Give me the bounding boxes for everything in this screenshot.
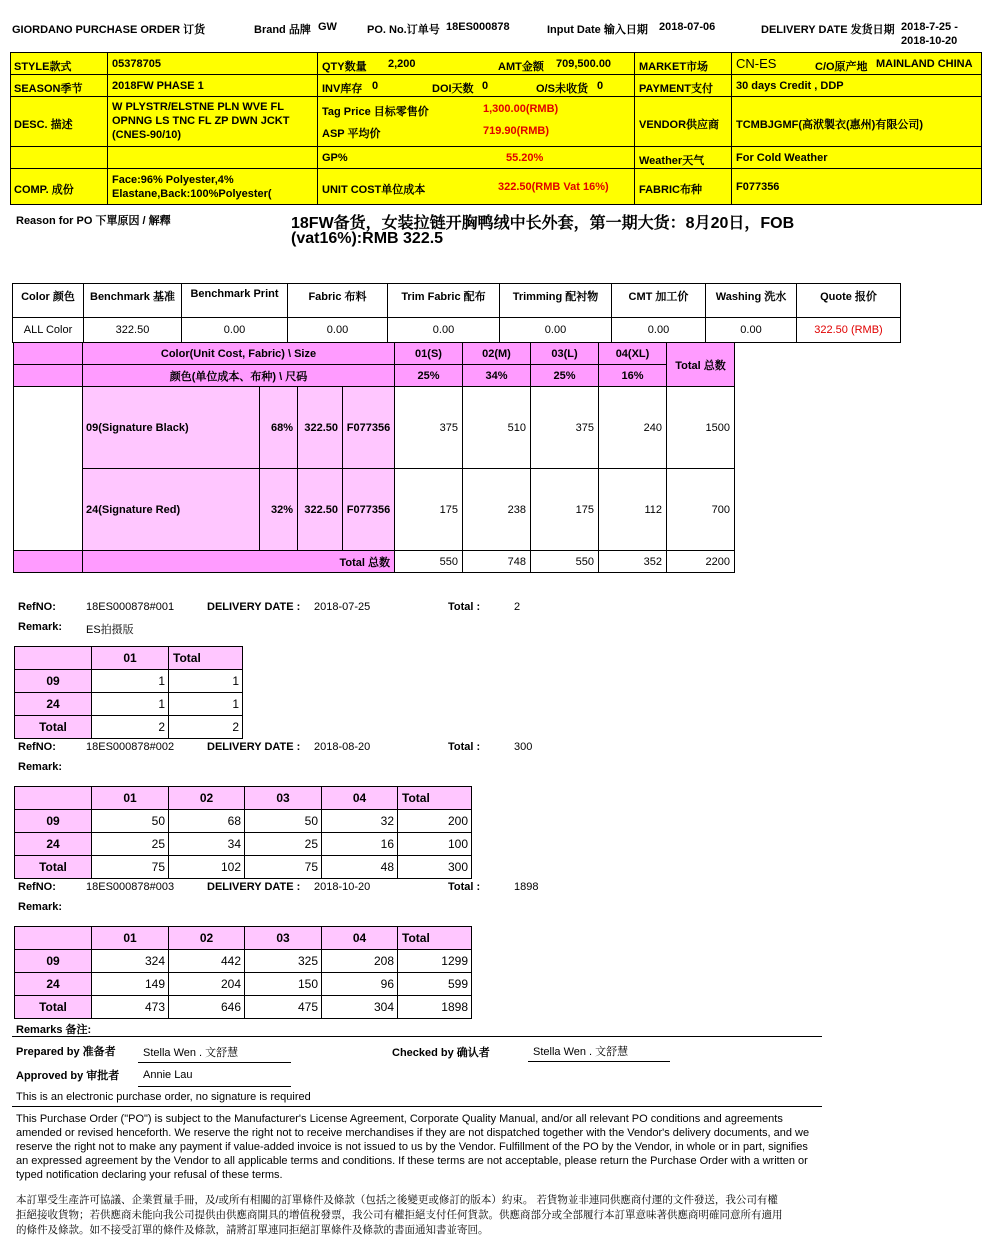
qty-cell: 208 — [322, 950, 398, 973]
delivery-date-label: DELIVERY DATE : — [207, 601, 301, 613]
qty-cell: 1 — [169, 693, 243, 716]
season-value: 2018FW PHASE 1 — [112, 80, 204, 92]
delivery-total-value: 2 — [514, 601, 521, 613]
column-header: 02 — [169, 927, 245, 950]
cost-header-row — [13, 284, 901, 318]
vendor-label: VENDOR供应商 — [639, 119, 720, 131]
column-header: 01 — [92, 927, 169, 950]
description-label: DESC. 描述 — [14, 119, 73, 131]
delivery-total-label: Total : — [448, 881, 481, 893]
size-ratio-01: 25% — [395, 365, 463, 387]
table-row — [15, 670, 243, 693]
matrix-percent: 32% — [260, 469, 298, 551]
cost-header-cmt: CMT 加工价 — [612, 284, 706, 318]
input-date-label: Input Date 输入日期 — [547, 24, 648, 36]
delivery-date-value: 2018-07-25 — [314, 601, 371, 613]
qty-cell: 1 — [92, 693, 169, 716]
electronic-note: This is an electronic purchase order, no signature is required — [16, 1091, 311, 1103]
qty-cell: 2 — [92, 716, 169, 739]
row-color: 24 — [15, 973, 92, 996]
row-color: Total — [15, 716, 92, 739]
table-row — [15, 996, 472, 1019]
terms-line: 本訂單受生產許可協議、企業質量手冊，及/或所有相關的訂單條件及條款（包括之後變更或修訂的版本）約束。 若貨物並非連同供應商付運的文件發送，我公司有權 — [16, 1194, 778, 1206]
qty-cell: 324 — [92, 950, 169, 973]
matrix-qty: 175 — [531, 469, 599, 551]
table-row — [15, 810, 472, 833]
qty-cell: 102 — [169, 856, 245, 879]
cost-value-trimming: 0.00 — [500, 318, 612, 343]
qty-cell: 473 — [92, 996, 169, 1019]
reason-line-2: (vat16%):RMB 322.5 — [291, 230, 444, 247]
refno-label: RefNO: — [18, 601, 56, 613]
matrix-column-total: 352 — [599, 551, 667, 573]
description-line-1: W PLYSTR/ELSTNE PLN WVE FL — [112, 101, 284, 113]
cost-header-benchmark-print: Benchmark Print — [182, 284, 288, 318]
qty-cell: 48 — [322, 856, 398, 879]
cost-header-trimming: Trimming 配衬物 — [500, 284, 612, 318]
matrix-unit-cost: 322.50 — [298, 469, 343, 551]
cost-header-quote: Quote 报价 — [797, 284, 901, 318]
matrix-total-row — [14, 551, 735, 573]
qty-cell: 75 — [92, 856, 169, 879]
column-header: 04 — [322, 927, 398, 950]
row-color: 09 — [15, 810, 92, 833]
remark-value: ES拍摄版 — [86, 624, 134, 636]
cost-value-trim-fabric: 0.00 — [388, 318, 500, 343]
delivery-table — [14, 646, 243, 739]
delivery-date-value: 2018-10-20 — [314, 881, 371, 893]
table-row — [15, 950, 472, 973]
matrix-column-total: 550 — [395, 551, 463, 573]
cost-value-benchmark: 322.50 — [84, 318, 182, 343]
cost-header-trim-fabric: Trim Fabric 配布 — [388, 284, 500, 318]
description-line-3: (CNES-90/10) — [112, 129, 182, 141]
refno-label: RefNO: — [18, 881, 56, 893]
style-label: STYLE款式 — [14, 61, 72, 73]
fabric-value: F077356 — [736, 181, 780, 193]
qty-cell: 25 — [92, 833, 169, 856]
market-value: CN-ES — [736, 56, 777, 71]
matrix-qty: 240 — [599, 387, 667, 469]
matrix-qty: 510 — [463, 387, 531, 469]
row-color: 09 — [15, 670, 92, 693]
cost-breakdown-table — [12, 283, 901, 343]
row-color: 09 — [15, 950, 92, 973]
qty-cell: 150 — [245, 973, 322, 996]
qty-cell: 1 — [169, 670, 243, 693]
delivery-total-label: Total : — [448, 601, 481, 613]
cost-value-cmt: 0.00 — [612, 318, 706, 343]
qty-cell: 68 — [169, 810, 245, 833]
table-row — [15, 693, 243, 716]
delivery-date-range-start: 2018-7-25 - — [901, 21, 958, 33]
matrix-qty: 375 — [531, 387, 599, 469]
qty-cell: 646 — [169, 996, 245, 1019]
matrix-row — [14, 469, 735, 551]
terms-line: typed notification declaring your refusal of these terms. — [16, 1169, 283, 1181]
terms-line: 的條件及條款。如不接受訂單的條件及條款，請將訂單連同拒絕訂單條件及條款的書面通知書並寄回。 — [16, 1224, 489, 1236]
delivery-total-value: 1898 — [514, 881, 539, 893]
refno-label: RefNO: — [18, 741, 56, 753]
qty-cell: 304 — [322, 996, 398, 1019]
matrix-color: 24(Signature Red) — [83, 469, 260, 551]
description-line-2: OPNNG LS TNC FL ZP DWN JCKT — [112, 115, 290, 127]
gp-label: GP% — [322, 152, 348, 164]
inventory-label: INV库存 — [322, 83, 363, 95]
payment-label: PAYMENT支付 — [639, 83, 713, 95]
refno-value: 18ES000878#002 — [86, 741, 175, 753]
amount-label: AMT金额 — [498, 61, 544, 73]
asp-value: 719.90(RMB) — [483, 125, 550, 137]
column-header: 01 — [92, 647, 169, 670]
matrix-fabric: F077356 — [343, 387, 395, 469]
size-ratio-03: 25% — [531, 365, 599, 387]
input-date-value: 2018-07-06 — [659, 21, 716, 33]
qty-cell: 442 — [169, 950, 245, 973]
approved-by-label: Approved by 审批者 — [16, 1070, 120, 1082]
document-title: GIORDANO PURCHASE ORDER 订货 — [12, 24, 206, 36]
qty-cell: 50 — [92, 810, 169, 833]
matrix-grand-total: 2200 — [667, 551, 735, 573]
cost-value-color: ALL Color — [13, 318, 84, 343]
style-value: 05378705 — [112, 58, 161, 70]
size-header-01: 01(S) — [395, 343, 463, 365]
matrix-qty: 175 — [395, 469, 463, 551]
fabric-label: FABRIC布种 — [639, 184, 702, 196]
column-header: 03 — [245, 787, 322, 810]
matrix-qty: 238 — [463, 469, 531, 551]
qty-cell: 100 — [398, 833, 472, 856]
qty-cell: 325 — [245, 950, 322, 973]
cost-value-quote: 322.50 (RMB) — [797, 318, 901, 343]
matrix-total-label: Total 总数 — [83, 551, 395, 573]
weather-value: For Cold Weather — [736, 152, 828, 164]
size-header-04: 04(XL) — [599, 343, 667, 365]
cost-header-washing: Washing 洗水 — [706, 284, 797, 318]
column-header: 04 — [322, 787, 398, 810]
brand-label: Brand 品牌 — [254, 24, 311, 36]
terms-line: reserve the right not to make any payment if value-added invoice is not issued to us by the Vendor. Fulfillment of the PO by the Vendor, in whole or in part, signifies — [16, 1141, 808, 1153]
checked-by-value: Stella Wen . 文舒慧 — [533, 1046, 629, 1058]
qty-cell: 1898 — [398, 996, 472, 1019]
weather-label: Weather天气 — [639, 155, 705, 167]
qty-cell: 75 — [245, 856, 322, 879]
tag-price-value: 1,300.00(RMB) — [483, 103, 559, 115]
matrix-row-total: 700 — [667, 469, 735, 551]
matrix-column-total: 550 — [531, 551, 599, 573]
column-header: 01 — [92, 787, 169, 810]
size-ratio-02: 34% — [463, 365, 531, 387]
cost-header-color: Color 颜色 — [13, 284, 84, 318]
table-row — [15, 716, 243, 739]
qty-cell: 149 — [92, 973, 169, 996]
divider — [12, 1036, 822, 1037]
matrix-unit-cost: 322.50 — [298, 387, 343, 469]
terms-chinese — [16, 1193, 783, 1238]
outstanding-value: 0 — [597, 80, 604, 92]
prepared-by-value: Stella Wen . 文舒慧 — [143, 1047, 239, 1059]
size-header-02: 02(M) — [463, 343, 531, 365]
size-ratio-04: 16% — [599, 365, 667, 387]
market-label: MARKET市场 — [639, 61, 709, 73]
qty-value: 2,200 — [388, 58, 416, 70]
row-color: 24 — [15, 833, 92, 856]
terms-english — [16, 1112, 809, 1182]
cost-value-benchmark-print: 0.00 — [182, 318, 288, 343]
cost-value-washing: 0.00 — [706, 318, 797, 343]
qty-label: QTY数量 — [322, 61, 367, 73]
size-matrix-table — [13, 342, 735, 573]
qty-cell: 1 — [92, 670, 169, 693]
qty-cell: 300 — [398, 856, 472, 879]
qty-cell: 96 — [322, 973, 398, 996]
matrix-column-total: 748 — [463, 551, 531, 573]
row-color: 24 — [15, 693, 92, 716]
column-header: 02 — [169, 787, 245, 810]
delivery-table — [14, 786, 472, 879]
cost-header-fabric: Fabric 布料 — [288, 284, 388, 318]
season-label: SEASON季节 — [14, 83, 83, 95]
terms-line: an expressed agreement by the Vendor to all applicable terms and conditions. If these terms are not acceptable, please return the Purchase Order with a written or — [16, 1155, 808, 1167]
checked-by-label: Checked by 确认者 — [392, 1047, 490, 1059]
cost-header-benchmark: Benchmark 基准 — [84, 284, 182, 318]
brand-value: GW — [318, 21, 337, 33]
column-header: Total — [169, 647, 243, 670]
matrix-fabric: F077356 — [343, 469, 395, 551]
doi-value: 0 — [482, 80, 489, 92]
qty-cell: 34 — [169, 833, 245, 856]
delivery-date-value: 2018-08-20 — [314, 741, 371, 753]
cost-value-fabric: 0.00 — [288, 318, 388, 343]
table-row — [15, 856, 472, 879]
qty-cell: 32 — [322, 810, 398, 833]
outstanding-label: O/S未收货 — [536, 83, 588, 95]
delivery-total-label: Total : — [448, 741, 481, 753]
matrix-total-header: Total 总数 — [667, 343, 735, 387]
table-row — [15, 973, 472, 996]
delivery-date-label: DELIVERY DATE : — [207, 741, 301, 753]
row-color: Total — [15, 856, 92, 879]
matrix-qty: 375 — [395, 387, 463, 469]
matrix-row-total: 1500 — [667, 387, 735, 469]
qty-cell: 204 — [169, 973, 245, 996]
qty-cell: 200 — [398, 810, 472, 833]
matrix-header-line-1: Color(Unit Cost, Fabric) \ Size — [83, 343, 395, 365]
inventory-value: 0 — [372, 80, 379, 92]
matrix-qty: 112 — [599, 469, 667, 551]
column-header: Total — [398, 787, 472, 810]
unit-cost-label: UNIT COST单位成本 — [322, 184, 426, 196]
origin-label: C/O原产地 — [815, 61, 868, 73]
terms-line: 拒絕接收貨物；若供應商未能向我公司提供由供應商開具的增值稅發票，我公司有權拒絕支付任何貨款。供應商部分或全部履行本訂單意味著供應商明確同意所有適用 — [16, 1209, 783, 1221]
column-header: Total — [398, 927, 472, 950]
column-header: 03 — [245, 927, 322, 950]
remark-label: Remark: — [18, 901, 63, 913]
qty-cell: 16 — [322, 833, 398, 856]
delivery-date-label: DELIVERY DATE 发货日期 — [761, 24, 895, 36]
qty-cell: 2 — [169, 716, 243, 739]
cost-value-row — [13, 318, 901, 343]
remark-label: Remark: — [18, 761, 63, 773]
asp-label: ASP 平均价 — [322, 128, 381, 140]
qty-cell: 599 — [398, 973, 472, 996]
composition-line-2: Elastane,Back:100%Polyester( — [112, 188, 272, 200]
qty-cell: 1299 — [398, 950, 472, 973]
delivery-date-range-end: 2018-10-20 — [901, 35, 958, 47]
refno-value: 18ES000878#001 — [86, 601, 175, 613]
delivery-date-label: DELIVERY DATE : — [207, 881, 301, 893]
divider — [12, 1106, 822, 1107]
terms-line: This Purchase Order ("PO") is subject to the Manufacturer's License Agreement, Corporate Quality Manual, and/or all relevant PO conditions and agreements — [16, 1113, 783, 1125]
delivery-table — [14, 926, 472, 1019]
matrix-header-line-2: 颜色(单位成本、布种) \ 尺码 — [83, 365, 395, 387]
matrix-row — [14, 387, 735, 469]
refno-value: 18ES000878#003 — [86, 881, 175, 893]
table-row — [15, 833, 472, 856]
remark-label: Remark: — [18, 621, 63, 633]
terms-line: amended or revised henceforth. We reserve the right not to receive merchandises if they are not dispatched together with the Vendor's delivery documents, and we — [16, 1127, 810, 1139]
po-label: PO. No.订单号 — [367, 24, 440, 36]
tag-price-label: Tag Price 目标零售价 — [322, 106, 429, 118]
delivery-total-value: 300 — [514, 741, 533, 753]
gp-value: 55.20% — [506, 152, 544, 164]
unit-cost-value: 322.50(RMB Vat 16%) — [498, 181, 609, 193]
matrix-color: 09(Signature Black) — [83, 387, 260, 469]
doi-label: DOI天数 — [432, 83, 474, 95]
reason-label: Reason for PO 下單原因 / 解釋 — [16, 215, 171, 227]
approved-by-value: Annie Lau — [143, 1069, 193, 1081]
prepared-by-label: Prepared by 准备者 — [16, 1046, 116, 1058]
matrix-percent: 68% — [260, 387, 298, 469]
composition-line-1: Face:96% Polyester,4% — [112, 174, 234, 186]
row-color: Total — [15, 996, 92, 1019]
po-value: 18ES000878 — [446, 21, 510, 33]
qty-cell: 475 — [245, 996, 322, 1019]
vendor-value: TCMBJGMF(高洑製衣(惠州)有限公司) — [736, 119, 923, 131]
qty-cell: 25 — [245, 833, 322, 856]
qty-cell: 50 — [245, 810, 322, 833]
origin-value: MAINLAND CHINA — [876, 58, 973, 70]
reason-line-1: 18FW备货，女装拉链开胸鸭绒中长外套，第一期大货：8月20日，FOB — [291, 215, 795, 232]
size-header-03: 03(L) — [531, 343, 599, 365]
remarks-label: Remarks 备注: — [16, 1024, 92, 1036]
composition-label: COMP. 成份 — [14, 184, 74, 196]
payment-value: 30 days Credit , DDP — [736, 80, 844, 92]
amount-value: 709,500.00 — [556, 58, 612, 70]
